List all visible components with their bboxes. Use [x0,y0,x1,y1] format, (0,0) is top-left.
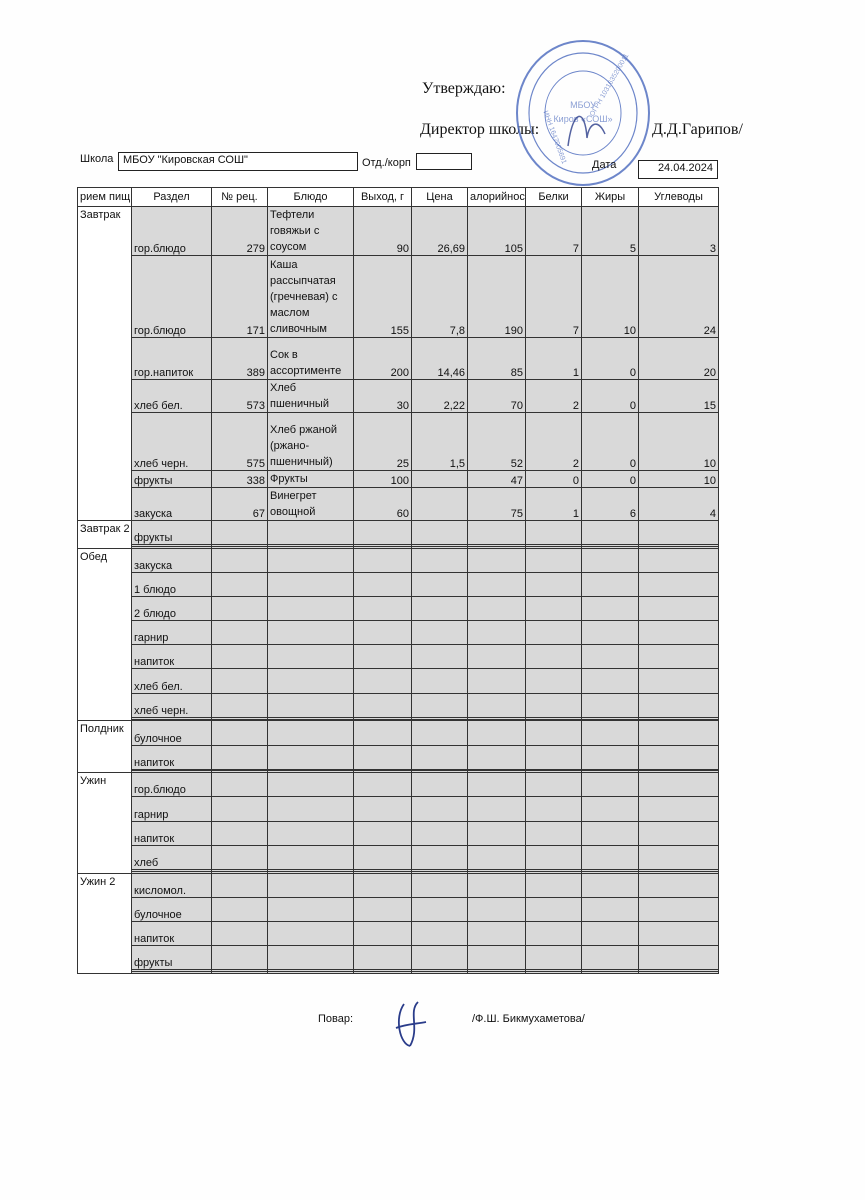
cell-recipe [212,548,268,572]
meal-cell: Ужин 2 [78,873,132,974]
cell-price [412,921,468,945]
cell-recipe [212,745,268,769]
cell-recipe [212,693,268,717]
cell-section [132,971,212,973]
table-row [78,797,719,821]
cell-recipe [212,721,268,745]
cook-signature-icon [390,998,430,1050]
col-section: Раздел [132,188,212,207]
cell-section: напиток [132,645,212,669]
table-header-row [78,188,719,207]
cell-output [354,773,412,797]
cell-kcal [468,921,526,945]
cell-carbs: 24 [639,256,719,338]
date-field[interactable]: 24.04.2024 [638,160,718,179]
cell-section: фрукты [132,945,212,969]
school-label: Школа [80,153,114,165]
cell-dish [268,921,354,945]
stamp-inn: ИНН 1647005691 [541,109,568,166]
cell-section: гор.блюдо [132,773,212,797]
cell-fat [582,773,639,797]
cell-output [354,921,412,945]
cell-fat [582,897,639,921]
cell-price [412,572,468,596]
cell-section: гор.напиток [132,338,212,380]
cell-recipe [212,621,268,645]
cell-carbs [639,521,719,545]
cell-section: хлеб бел. [132,380,212,413]
cell-section: напиток [132,821,212,845]
cell-price [412,521,468,545]
cell-protein: 7 [526,207,582,256]
cell-dish [268,693,354,717]
cell-dish: Хлеб ржаной (ржано-пшеничный) [268,413,354,471]
table-row [78,773,719,797]
cell-kcal [468,669,526,693]
cell-dish [268,721,354,745]
cell-recipe [212,669,268,693]
table-row [78,921,719,945]
cell-protein [526,548,582,572]
cell-carbs [639,645,719,669]
cell-carbs [639,845,719,869]
cook-label: Повар: [318,1013,354,1025]
cell-price [412,797,468,821]
cell-carbs [639,621,719,645]
cell-protein [526,945,582,969]
cell-kcal [468,773,526,797]
cell-protein [526,621,582,645]
cell-section: фрукты [132,471,212,488]
cell-fat: 10 [582,256,639,338]
cell-fat: 0 [582,338,639,380]
cell-kcal [468,521,526,545]
table-row [78,413,719,471]
cell-carbs [639,721,719,745]
table-row [78,488,719,521]
cell-output [354,821,412,845]
cell-output: 100 [354,471,412,488]
col-meal: рием пищ [78,188,132,207]
stamp-ogrn: ОГРН 1031635200011 [588,52,631,118]
cell-output [354,845,412,869]
cell-fat: 0 [582,471,639,488]
cell-kcal [468,572,526,596]
cell-output [354,971,412,973]
cell-output [354,669,412,693]
cell-output [354,897,412,921]
cell-carbs: 15 [639,380,719,413]
cell-dish: Тефтели говяжьи с соусом [268,207,354,256]
table-row [78,745,719,769]
cell-fat [582,971,639,973]
menu-table [77,187,718,974]
cell-kcal [468,897,526,921]
cell-fat [582,572,639,596]
table-row [78,721,719,745]
cell-kcal: 52 [468,413,526,471]
cell-recipe [212,645,268,669]
cell-output [354,572,412,596]
cell-protein: 2 [526,413,582,471]
table-row [78,471,719,488]
cell-fat [582,621,639,645]
cell-output [354,721,412,745]
meal-cell: Обед [78,548,132,721]
cell-price [412,488,468,521]
cell-dish: Хлеб пшеничный [268,380,354,413]
cell-recipe [212,897,268,921]
cell-recipe [212,797,268,821]
cell-dish [268,873,354,897]
cell-dish [268,797,354,821]
cell-section: напиток [132,921,212,945]
col-fat: Жиры [582,188,639,207]
cell-fat [582,521,639,545]
cell-recipe [212,572,268,596]
cell-recipe: 279 [212,207,268,256]
cell-dish [268,773,354,797]
cell-fat: 6 [582,488,639,521]
cell-protein [526,845,582,869]
cell-fat [582,721,639,745]
cell-dish [268,821,354,845]
table-row [78,845,719,869]
cell-output [354,548,412,572]
cell-section: гарнир [132,797,212,821]
cell-recipe: 338 [212,471,268,488]
cell-recipe [212,921,268,945]
cell-recipe: 575 [212,413,268,471]
cell-carbs [639,669,719,693]
cell-dish: Сок в ассортименте [268,338,354,380]
cell-output: 90 [354,207,412,256]
cell-dish [268,669,354,693]
cell-price: 14,46 [412,338,468,380]
cell-carbs: 20 [639,338,719,380]
cell-protein [526,897,582,921]
cell-price [412,845,468,869]
dept-field[interactable] [416,153,472,170]
cell-carbs [639,873,719,897]
cook-name: /Ф.Ш. Бикмухаметова/ [472,1013,585,1025]
cell-section: гарнир [132,621,212,645]
cell-price [412,669,468,693]
col-carbs: Углеводы [639,188,719,207]
cell-carbs [639,597,719,621]
cell-section: хлеб черн. [132,413,212,471]
cell-protein: 7 [526,256,582,338]
cell-kcal [468,797,526,821]
cell-kcal [468,971,526,973]
cell-section: гор.блюдо [132,256,212,338]
cell-section: булочное [132,721,212,745]
cell-protein [526,721,582,745]
cell-dish: Каша рассыпчатая (гречневая) с маслом сливочным [268,256,354,338]
cell-price [412,897,468,921]
cell-fat [582,669,639,693]
date-label: Дата [592,159,617,171]
cell-dish [268,548,354,572]
cell-price: 1,5 [412,413,468,471]
cell-fat [582,597,639,621]
cell-recipe [212,773,268,797]
cell-dish [268,645,354,669]
cell-kcal [468,873,526,897]
school-field[interactable]: МБОУ "Кировская СОШ" [118,152,358,171]
cell-kcal [468,745,526,769]
cell-protein [526,693,582,717]
cell-recipe [212,821,268,845]
cell-protein: 2 [526,380,582,413]
cell-output [354,693,412,717]
cell-fat [582,548,639,572]
cell-kcal [468,821,526,845]
table-row [78,207,719,256]
cell-kcal: 85 [468,338,526,380]
cell-price [412,745,468,769]
cell-recipe [212,521,268,545]
cell-protein [526,521,582,545]
cell-carbs [639,572,719,596]
meal-cell: Полдник [78,721,132,773]
cell-recipe [212,597,268,621]
cell-kcal [468,693,526,717]
cell-kcal: 70 [468,380,526,413]
col-price: Цена [412,188,468,207]
cell-section: 2 блюдо [132,597,212,621]
cell-fat [582,693,639,717]
cell-fat [582,945,639,969]
svg-text:МБОУ: МБОУ [570,100,596,110]
table-row [78,572,719,596]
cell-dish [268,572,354,596]
cell-kcal [468,621,526,645]
cell-kcal: 75 [468,488,526,521]
cell-section: хлеб черн. [132,693,212,717]
cell-kcal: 105 [468,207,526,256]
cell-price [412,873,468,897]
cell-dish: Винегрет овощной [268,488,354,521]
cell-price [412,721,468,745]
cell-protein [526,921,582,945]
cell-protein [526,821,582,845]
cell-protein [526,745,582,769]
cell-fat [582,821,639,845]
cell-output: 155 [354,256,412,338]
cell-output [354,621,412,645]
cell-kcal [468,945,526,969]
cell-carbs: 4 [639,488,719,521]
dept-label: Отд./корп [362,157,411,169]
cell-price [412,773,468,797]
cell-price [412,548,468,572]
cell-recipe: 171 [212,256,268,338]
cell-carbs [639,821,719,845]
cell-protein [526,873,582,897]
cell-price [412,471,468,488]
cell-dish [268,745,354,769]
cell-dish [268,621,354,645]
cell-kcal [468,845,526,869]
cell-kcal [468,645,526,669]
cell-fat: 0 [582,413,639,471]
director-label: Директор школы: [420,121,540,138]
cell-dish [268,597,354,621]
cell-carbs [639,971,719,973]
cell-kcal: 47 [468,471,526,488]
cell-kcal [468,721,526,745]
col-recipe: № рец. [212,188,268,207]
cell-kcal [468,548,526,572]
cell-carbs: 10 [639,413,719,471]
col-output: Выход, г [354,188,412,207]
table-row [78,621,719,645]
cell-carbs [639,773,719,797]
meal-cell: Ужин [78,773,132,873]
cell-output: 30 [354,380,412,413]
cell-section: фрукты [132,521,212,545]
cell-price [412,645,468,669]
cell-carbs [639,745,719,769]
cell-recipe: 573 [212,380,268,413]
table-row [78,873,719,897]
cell-recipe [212,845,268,869]
table-row [78,380,719,413]
cell-section: кисломол. [132,873,212,897]
cell-protein [526,669,582,693]
cell-recipe [212,971,268,973]
cell-price: 2,22 [412,380,468,413]
director-name: Д.Д.Гарипов/ [652,121,743,138]
table-row [78,548,719,572]
cell-fat [582,745,639,769]
cell-output [354,521,412,545]
cell-recipe: 389 [212,338,268,380]
table-row [78,669,719,693]
cell-output [354,797,412,821]
cell-protein [526,597,582,621]
cell-section: булочное [132,897,212,921]
cell-protein: 1 [526,338,582,380]
cell-protein [526,572,582,596]
cell-price [412,621,468,645]
cell-output [354,597,412,621]
meal-cell: Завтрак 2 [78,521,132,549]
cell-price: 26,69 [412,207,468,256]
cell-kcal [468,597,526,621]
table-row [78,971,719,973]
table-row [78,821,719,845]
cell-carbs: 3 [639,207,719,256]
cell-output [354,645,412,669]
cell-price [412,945,468,969]
cell-price [412,821,468,845]
cell-section: хлеб бел. [132,669,212,693]
cell-output: 200 [354,338,412,380]
cell-recipe [212,873,268,897]
cell-protein [526,971,582,973]
school-stamp [513,38,653,188]
cell-price [412,693,468,717]
table-row [78,597,719,621]
cell-section: закуска [132,548,212,572]
table-row [78,645,719,669]
stamp-center-text: Киров «СОШ» [553,114,613,124]
cell-fat: 0 [582,380,639,413]
cell-recipe [212,945,268,969]
approval-heading: Утверждаю: [422,80,506,97]
cell-section: 1 блюдо [132,572,212,596]
cell-price: 7,8 [412,256,468,338]
cell-protein [526,645,582,669]
table-row [78,897,719,921]
cell-output [354,945,412,969]
table-row [78,521,719,545]
cell-dish: Фрукты [268,471,354,488]
cell-section: хлеб [132,845,212,869]
cell-fat: 5 [582,207,639,256]
cell-section: закуска [132,488,212,521]
cell-protein: 1 [526,488,582,521]
cell-protein [526,797,582,821]
cell-dish [268,971,354,973]
col-dish: Блюдо [268,188,354,207]
cell-carbs [639,548,719,572]
meal-cell: Завтрак [78,207,132,521]
cell-carbs: 10 [639,471,719,488]
cell-dish [268,945,354,969]
cell-output [354,873,412,897]
cell-recipe: 67 [212,488,268,521]
cell-carbs [639,897,719,921]
cell-output: 25 [354,413,412,471]
cell-carbs [639,693,719,717]
cell-carbs [639,945,719,969]
cell-fat [582,845,639,869]
cell-section: гор.блюдо [132,207,212,256]
cell-fat [582,873,639,897]
table-row [78,256,719,338]
col-kcal: алорийнос [468,188,526,207]
cell-price [412,597,468,621]
cell-fat [582,797,639,821]
cell-fat [582,921,639,945]
cell-kcal: 190 [468,256,526,338]
cell-dish [268,521,354,545]
cell-fat [582,645,639,669]
col-protein: Белки [526,188,582,207]
cell-section: напиток [132,745,212,769]
cell-carbs [639,797,719,821]
cell-carbs [639,921,719,945]
table-row [78,693,719,717]
table-row [78,945,719,969]
cell-protein [526,773,582,797]
cell-price [412,971,468,973]
cell-protein: 0 [526,471,582,488]
cell-dish [268,845,354,869]
cell-output [354,745,412,769]
cell-output: 60 [354,488,412,521]
table-row [78,338,719,380]
cell-dish [268,897,354,921]
